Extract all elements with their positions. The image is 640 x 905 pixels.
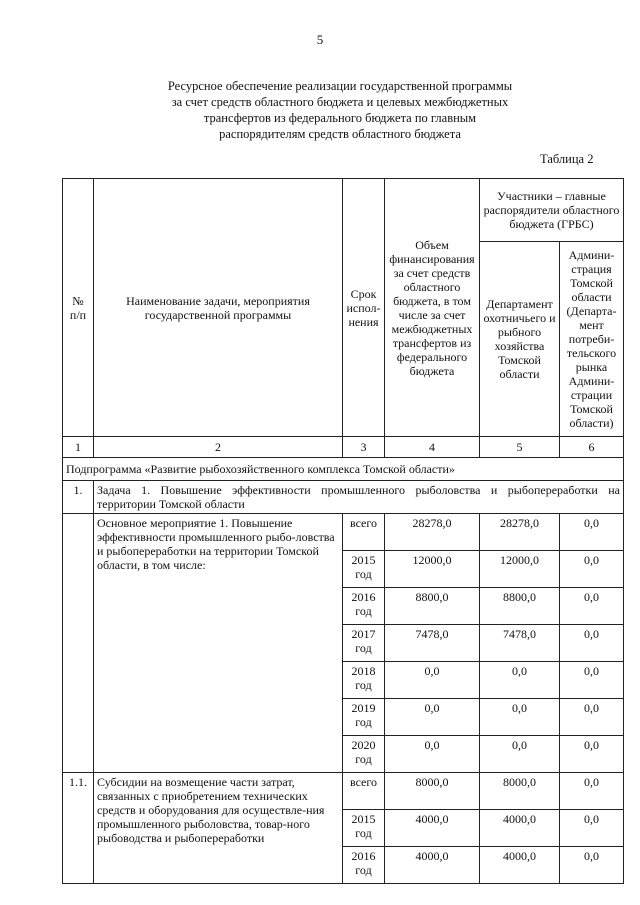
admin-cell: 0,0 (560, 588, 624, 625)
col-number: 4 (385, 437, 480, 458)
title-line: трансфертов из федерального бюджета по главным (203, 111, 477, 125)
activity-name: Основное мероприятие 1. Повышение эффективности промышленного рыбо-ловства и рыбопереработки на территории Томской области, в том числе: (94, 514, 343, 773)
col-header-term: Срок испол-нения (343, 179, 385, 437)
col-number: 5 (480, 437, 560, 458)
task-row (63, 481, 624, 514)
activity-num (63, 514, 94, 773)
table-label: Таблица 2 (540, 152, 594, 166)
subprogram-row (63, 458, 624, 481)
year-cell: всего (343, 773, 385, 810)
volume-cell: 0,0 (385, 699, 480, 736)
year-cell: 2016 год (343, 588, 385, 625)
measure-num: 1.1. (63, 773, 94, 884)
resource-table (62, 178, 624, 884)
col-header-admin: Админи-страция Томской области (Департа-мент потреби-тельского рынка Админи-страции Томской области) (560, 242, 624, 437)
document-title (120, 78, 560, 142)
col-header-num: № п/п (63, 179, 94, 437)
admin-cell: 0,0 (560, 736, 624, 773)
admin-cell: 0,0 (560, 773, 624, 810)
col-number: 1 (63, 437, 94, 458)
year-cell: 2015 год (343, 551, 385, 588)
volume-cell: 0,0 (385, 662, 480, 699)
volume-cell: 8800,0 (385, 588, 480, 625)
col-header-volume: Объем финансирования за счет средств областного бюджета, в том числе за счет межбюджетных трансфертов из федерального бюджета (385, 179, 480, 437)
year-cell: 2016 год (343, 847, 385, 884)
volume-cell: 28278,0 (385, 514, 480, 551)
column-numbers-row (63, 437, 624, 458)
admin-cell: 0,0 (560, 847, 624, 884)
measure-name: Субсидии на возмещение части затрат, связанных с приобретением технических средств и оборудования для осуществле-ния промышленного рыболовства, товар-ного рыбоводства и рыбопереработки (94, 773, 343, 884)
col-number: 6 (560, 437, 624, 458)
col-number: 3 (343, 437, 385, 458)
task-text: Задача 1. Повышение эффективности промышленного рыболовства и рыбопереработки на территории Томской области (94, 481, 624, 514)
title-line: распорядителям средств областного бюджета (219, 127, 461, 141)
admin-cell: 0,0 (560, 662, 624, 699)
dept-cell: 8000,0 (480, 773, 560, 810)
title-line: за счет средств областного бюджета и целевых межбюджетных (171, 95, 509, 109)
col-header-participants: Участники – главные распорядители областного бюджета (ГРБС) (480, 179, 624, 242)
admin-cell: 0,0 (560, 625, 624, 662)
col-number: 2 (94, 437, 343, 458)
volume-cell: 8000,0 (385, 773, 480, 810)
dept-cell: 0,0 (480, 662, 560, 699)
col-header-dept: Департамент охотничьего и рыбного хозяйства Томской области (480, 242, 560, 437)
volume-cell: 0,0 (385, 736, 480, 773)
admin-cell: 0,0 (560, 514, 624, 551)
col-header-name: Наименование задачи, мероприятия государственной программы (94, 179, 343, 437)
year-cell: 2017 год (343, 625, 385, 662)
admin-cell: 0,0 (560, 551, 624, 588)
year-cell: 2020 год (343, 736, 385, 773)
dept-cell: 12000,0 (480, 551, 560, 588)
admin-cell: 0,0 (560, 699, 624, 736)
dept-cell: 4000,0 (480, 847, 560, 884)
subprogram-title: Подпрограмма «Развитие рыбохозяйственного комплекса Томской области» (63, 458, 624, 481)
dept-cell: 28278,0 (480, 514, 560, 551)
volume-cell: 12000,0 (385, 551, 480, 588)
year-cell: всего (343, 514, 385, 551)
volume-cell: 4000,0 (385, 810, 480, 847)
table-row (63, 514, 624, 551)
volume-cell: 7478,0 (385, 625, 480, 662)
page-number: 5 (316, 32, 324, 47)
admin-cell: 0,0 (560, 810, 624, 847)
dept-cell: 7478,0 (480, 625, 560, 662)
dept-cell: 0,0 (480, 736, 560, 773)
year-cell: 2015 год (343, 810, 385, 847)
dept-cell: 0,0 (480, 699, 560, 736)
year-cell: 2018 год (343, 662, 385, 699)
table-row (63, 773, 624, 810)
dept-cell: 4000,0 (480, 810, 560, 847)
task-num: 1. (63, 481, 94, 514)
title-line: Ресурсное обеспечение реализации государственной программы (167, 79, 513, 93)
year-cell: 2019 год (343, 699, 385, 736)
volume-cell: 4000,0 (385, 847, 480, 884)
dept-cell: 8800,0 (480, 588, 560, 625)
